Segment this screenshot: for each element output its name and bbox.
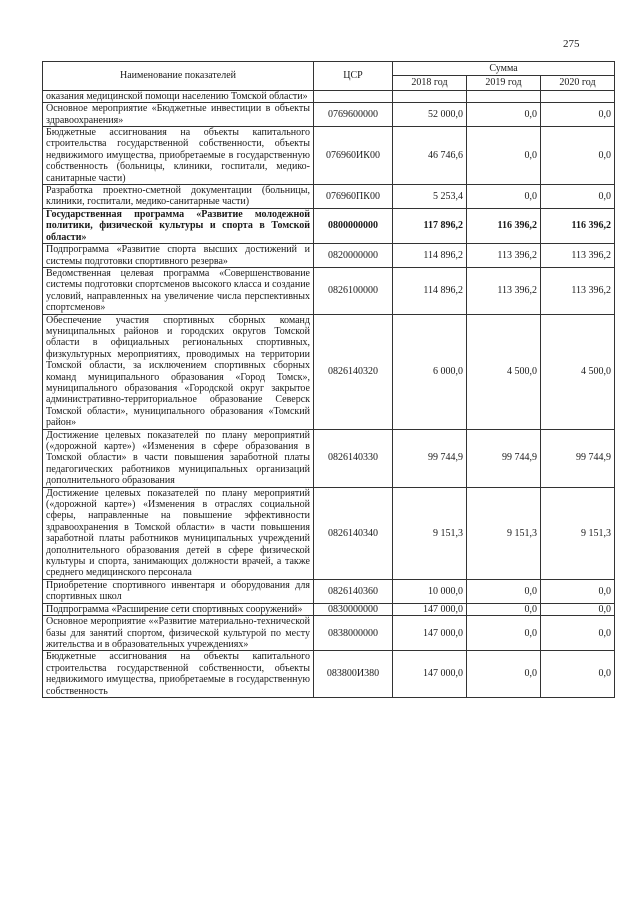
row-value-2019: 0,0: [467, 651, 541, 698]
row-value-2018: 46 746,6: [393, 127, 467, 185]
row-name-cell: Приобретение спортивного инвентаря и оборудования для спортивных школ: [43, 579, 314, 603]
row-value-2019: 0,0: [467, 579, 541, 603]
row-code-cell: [314, 90, 393, 102]
row-code-cell: 0830000000: [314, 603, 393, 615]
row-value-2020: 4 500,0: [541, 314, 615, 429]
table-body: [43, 90, 615, 697]
row-value-2018: 114 896,2: [393, 244, 467, 268]
table-header: [43, 62, 615, 91]
page-number: 275: [563, 38, 580, 50]
row-value-2020: 0,0: [541, 103, 615, 127]
row-name-cell: Ведомственная целевая программа «Совершенствование системы подготовки спортсменов высокого класса и создание условий, направленных на увеличение числа перспективных спортсменов»: [43, 267, 314, 314]
row-code-cell: 0826100000: [314, 267, 393, 314]
row-value-2018: 147 000,0: [393, 651, 467, 698]
row-code-cell: 0838000000: [314, 616, 393, 651]
row-code-cell: 0820000000: [314, 244, 393, 268]
row-value-2018: 147 000,0: [393, 616, 467, 651]
row-name-cell: Основное мероприятие ««Развитие материально-технической базы для занятий спортом, физической культурой по месту жительства и в образовательных учреждениях»: [43, 616, 314, 651]
row-code-cell: 0769600000: [314, 103, 393, 127]
row-name-cell: Государственная программа «Развитие молодежной политики, физической культуры и спорта в Томской области»: [43, 208, 314, 243]
row-value-2019: 0,0: [467, 616, 541, 651]
table-row: [43, 429, 615, 487]
header-year-2018: 2018 год: [393, 76, 467, 90]
table-row: [43, 208, 615, 243]
table-row: [43, 267, 615, 314]
row-value-2020: [541, 90, 615, 102]
row-value-2018: 5 253,4: [393, 185, 467, 209]
row-code-cell: 0800000000: [314, 208, 393, 243]
row-value-2020: 0,0: [541, 603, 615, 615]
budget-table: [42, 61, 615, 698]
row-value-2018: 10 000,0: [393, 579, 467, 603]
row-name-cell: Подпрограмма «Расширение сети спортивных сооружений»: [43, 603, 314, 615]
row-value-2018: [393, 90, 467, 102]
row-value-2019: 9 151,3: [467, 487, 541, 579]
header-year-2019: 2019 год: [467, 76, 541, 90]
header-sum: Сумма: [393, 62, 615, 76]
row-value-2019: 0,0: [467, 603, 541, 615]
row-value-2018: 52 000,0: [393, 103, 467, 127]
row-value-2020: 0,0: [541, 651, 615, 698]
row-value-2018: 99 744,9: [393, 429, 467, 487]
row-value-2020: 99 744,9: [541, 429, 615, 487]
row-name-cell: оказания медицинской помощи населению Томской области»: [43, 90, 314, 102]
row-value-2018: 114 896,2: [393, 267, 467, 314]
row-code-cell: 0826140330: [314, 429, 393, 487]
row-name-cell: Разработка проектно-сметной документации (больницы, клиники, госпитали, медико-санитарные части): [43, 185, 314, 209]
row-value-2019: 0,0: [467, 185, 541, 209]
row-value-2018: 117 896,2: [393, 208, 467, 243]
table-row: [43, 616, 615, 651]
table-row: [43, 314, 615, 429]
row-value-2018: 147 000,0: [393, 603, 467, 615]
header-year-2020: 2020 год: [541, 76, 615, 90]
row-code-cell: 0826140360: [314, 579, 393, 603]
row-value-2018: 9 151,3: [393, 487, 467, 579]
row-code-cell: 0826140320: [314, 314, 393, 429]
row-value-2020: 113 396,2: [541, 244, 615, 268]
table-row: [43, 127, 615, 185]
table-row: [43, 651, 615, 698]
row-value-2019: 4 500,0: [467, 314, 541, 429]
row-value-2020: 0,0: [541, 616, 615, 651]
row-code-cell: 083800И380: [314, 651, 393, 698]
table-row: [43, 103, 615, 127]
row-name-cell: Достижение целевых показателей по плану мероприятий («дорожной карте») «Изменения в сфере образования в Томской области» в части повышения заработной платы педагогических работников муниципальных организаций дополнительного образования: [43, 429, 314, 487]
table-row: [43, 244, 615, 268]
row-name-cell: Достижение целевых показателей по плану мероприятий («дорожной карте») «Изменения в отраслях социальной сферы, направленные на повышение эффективности здравоохранения в Томской области» в части повышения заработной платы работников муниципальных учреждений дополнительного образования детей в сфере физической культуры и спорта, занимающих должности врачей, а также среднего медицинского персонала: [43, 487, 314, 579]
row-name-cell: Основное мероприятие «Бюджетные инвестиции в объекты здравоохранения»: [43, 103, 314, 127]
row-value-2020: 116 396,2: [541, 208, 615, 243]
row-value-2019: 0,0: [467, 127, 541, 185]
header-code: ЦСР: [314, 62, 393, 91]
table-row: [43, 579, 615, 603]
row-value-2019: 113 396,2: [467, 267, 541, 314]
header-name: Наименование показателей: [43, 62, 314, 91]
row-code-cell: 0826140340: [314, 487, 393, 579]
row-value-2018: 6 000,0: [393, 314, 467, 429]
row-code-cell: 076960ИК00: [314, 127, 393, 185]
row-value-2020: 9 151,3: [541, 487, 615, 579]
row-value-2019: 99 744,9: [467, 429, 541, 487]
row-name-cell: Подпрограмма «Развитие спорта высших достижений и системы подготовки спортивного резерва»: [43, 244, 314, 268]
table-row: [43, 90, 615, 102]
row-value-2019: 0,0: [467, 103, 541, 127]
row-value-2020: 113 396,2: [541, 267, 615, 314]
row-value-2019: [467, 90, 541, 102]
row-value-2019: 116 396,2: [467, 208, 541, 243]
row-value-2020: 0,0: [541, 579, 615, 603]
row-name-cell: Бюджетные ассигнования на объекты капитального строительства государственной собственности, объекты недвижимого имущества, приобретаемые в государственную собственность: [43, 651, 314, 698]
table-row: [43, 603, 615, 615]
row-name-cell: Бюджетные ассигнования на объекты капитального строительства государственной собственности, объекты недвижимого имущества, приобретаемые в государственную собственность (больницы, клиники, госпитали, медико-санитарные части): [43, 127, 314, 185]
table-row: [43, 487, 615, 579]
row-name-cell: Обеспечение участия спортивных сборных команд муниципальных районов и городских округов Томской области в официальных региональных спортивных, физкультурных мероприятиях, проводимых на территории Томской области, за исключением спортивных сборных команд муниципального образования «Город Томск», муниципального образования «Городской округ закрытое административно-территориальное образование Северск Томской области», муниципального образования «Томский район»: [43, 314, 314, 429]
row-value-2020: 0,0: [541, 127, 615, 185]
row-value-2019: 113 396,2: [467, 244, 541, 268]
row-value-2020: 0,0: [541, 185, 615, 209]
row-code-cell: 076960ПК00: [314, 185, 393, 209]
table-row: [43, 185, 615, 209]
